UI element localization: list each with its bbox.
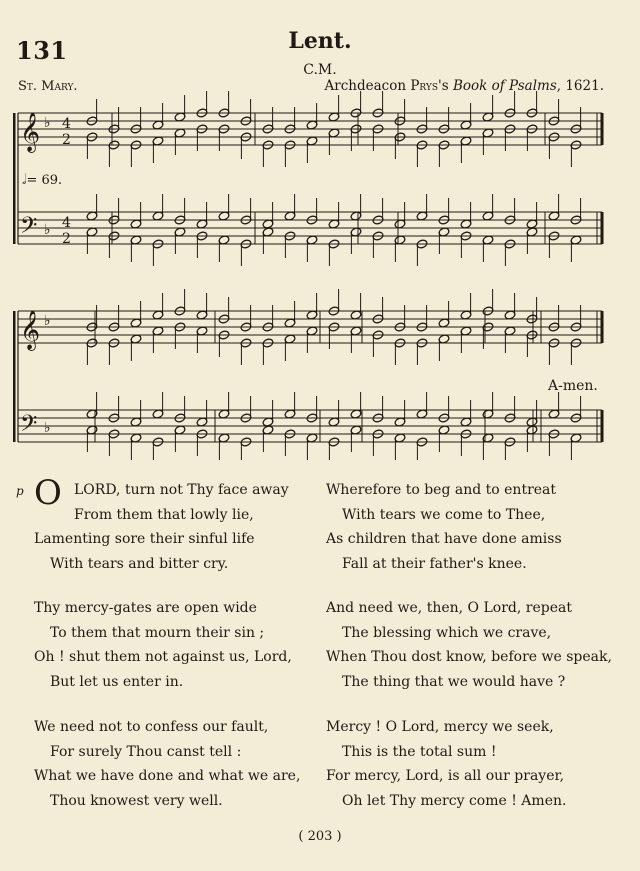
verse-6 <box>326 715 566 813</box>
verse-line: For mercy, Lord, is all our prayer, <box>326 768 565 784</box>
dynamic-marking: p <box>16 484 24 498</box>
tempo-value: = 69. <box>26 173 63 188</box>
verse-line: The blessing which we crave, <box>342 624 552 641</box>
system-bracket <box>13 311 16 442</box>
verse-line: From them that lowly lie, <box>74 506 254 523</box>
verse-line: Mercy ! O Lord, mercy we seek, <box>326 719 554 735</box>
verse-1 <box>74 478 289 527</box>
flat-icon: ♭ <box>44 420 51 436</box>
verse-2 <box>34 596 292 694</box>
flat-icon: ♭ <box>44 313 51 329</box>
hymn-number: 131 <box>16 36 68 65</box>
composer-year: , 1621. <box>556 78 604 94</box>
verse-line: Thou knowest very well. <box>50 792 223 809</box>
hymn-title: Lent. <box>288 28 352 54</box>
time-signature-top: 4 <box>62 215 71 231</box>
verse-4 <box>326 478 562 576</box>
bass-clef-icon: 𝄢 <box>20 213 38 244</box>
tempo-marking <box>22 172 62 188</box>
composer-prefix: Archdeacon <box>324 78 411 94</box>
composer-name: Prys <box>410 78 439 94</box>
verse-line: But let us enter in. <box>50 673 184 690</box>
amen-label: A-men. <box>548 378 598 394</box>
verse-line: When Thou dost know, before we speak, <box>326 649 612 665</box>
system-bracket <box>13 113 16 244</box>
verse-line: And need we, then, O Lord, repeat <box>326 600 572 616</box>
verse-3 <box>34 715 300 813</box>
time-signature-bottom: 2 <box>62 132 71 148</box>
verse-line: As children that have done amiss <box>326 531 562 547</box>
verse-line: With tears and bitter cry. <box>50 555 229 572</box>
verse-line: The thing that we would have ? <box>342 673 566 690</box>
verse-5 <box>326 596 612 694</box>
drop-cap: O <box>34 473 62 513</box>
verse-line: What we have done and what we are, <box>34 768 301 784</box>
verse-line: For surely Thou canst tell : <box>50 743 242 760</box>
tune-name: St. Mary. <box>18 79 78 94</box>
verse-1-cont <box>34 527 255 576</box>
time-signature-top: 4 <box>62 116 71 132</box>
page-number: ( 203 ) <box>298 829 342 844</box>
bass-clef-icon: 𝄢 <box>20 411 38 442</box>
verse-line: This is the total sum ! <box>342 743 497 760</box>
meter-label: C.M. <box>303 62 337 78</box>
verse-line: Fall at their father's knee. <box>342 555 527 572</box>
verse-line: Thy mercy-gates are open wide <box>34 600 257 616</box>
half-note-icon: 𝅗𝅥 <box>22 172 27 188</box>
verse-line: To them that mourn their sin ; <box>50 624 265 641</box>
verse-line: With tears we come to Thee, <box>342 506 546 523</box>
verse-line: Wherefore to beg and to entreat <box>326 482 557 498</box>
verse-line: We need not to confess our fault, <box>34 719 269 735</box>
verse-line: Oh ! shut them not against us, Lord, <box>34 649 292 665</box>
verse-line: Oh let Thy mercy come ! Amen. <box>342 792 567 809</box>
flat-icon: ♭ <box>44 115 51 131</box>
verse-line: Lamenting sore their sinful life <box>34 531 255 547</box>
treble-clef-icon: 𝄞 <box>20 112 41 152</box>
time-signature-bottom: 2 <box>62 231 71 247</box>
treble-clef-icon: 𝄞 <box>20 310 41 350</box>
composer-possessive: 's <box>438 78 453 94</box>
composer-source: Book of Psalms <box>452 78 557 94</box>
flat-icon: ♭ <box>44 222 51 238</box>
verse-line: LORD, turn not Thy face away <box>74 482 289 498</box>
